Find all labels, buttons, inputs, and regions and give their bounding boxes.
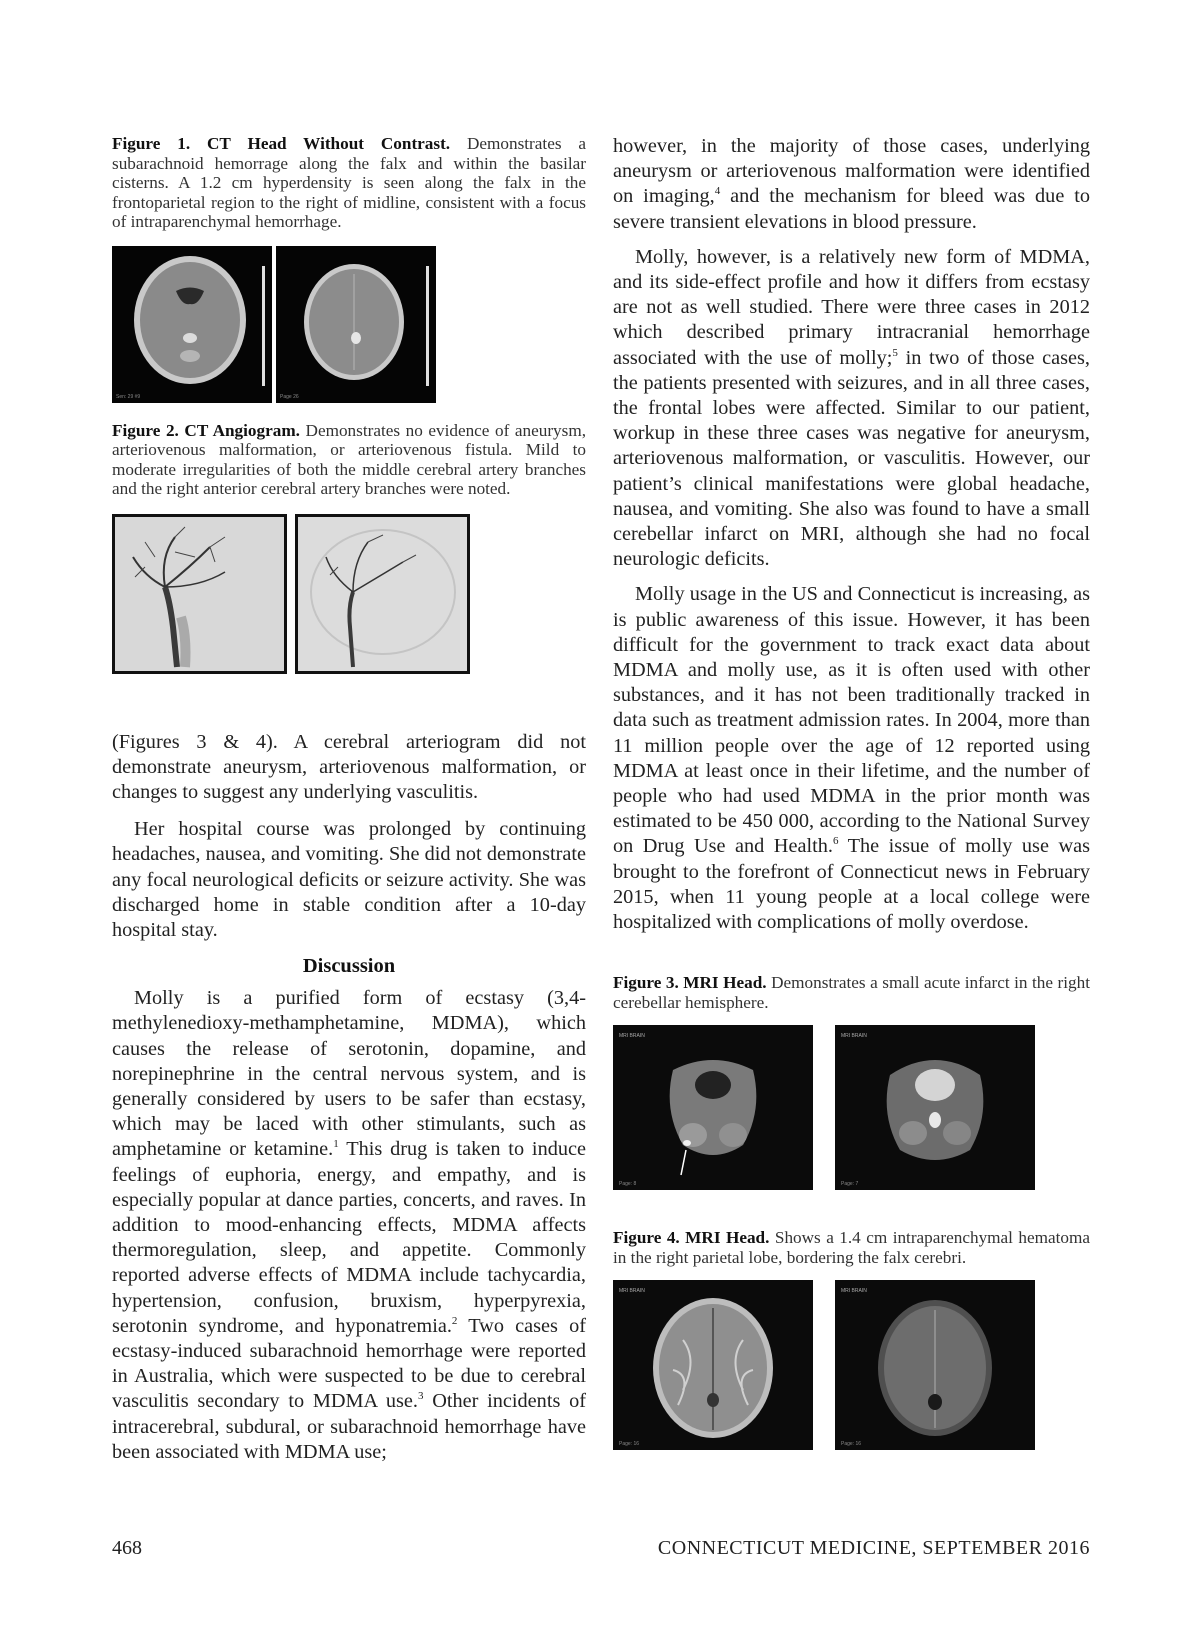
ct-image-1: [112, 246, 272, 403]
figure-1-images: [112, 246, 586, 403]
figure-3-label: Figure 3. MRI Head.: [613, 973, 767, 993]
figure-2-label: Figure 2. CT Angiogram.: [112, 420, 300, 440]
svg-text:MRI BRAIN: MRI BRAIN: [619, 1033, 645, 1040]
paragraph-figures-3-4: (Figures 3 & 4). A cerebral arteriogram did not demonstrate aneurysm, arteriovenous malformation, or changes to suggest any underlying vasculitis.: [112, 730, 586, 803]
paragraph-molly-new-form: Molly, however, is a relatively new form of MDMA, and its side-effect profile and how it differs from ecstasy are not as well studied. There were three cases in 2012 which described primary intracranial hemorrhage associated with the use of molly;$^5$ in two of those cases, the patients presented with seizures, and in all three cases, the frontal lobes were affected. Similar to our patient, workup in these three cases was negative for aneurysm, arteriovenous malformation, or vasculitis. However, our patient’s clinical manifestations were global headache, nausea, and vomiting. She also was found to have a small cerebellar infarct on MRI, although she had no focal neurologic deficits.: [613, 245, 1090, 571]
reference-1: 1: [333, 1138, 339, 1151]
journal-footer: CONNECTICUT MEDICINE, SEPTEMBER 2016: [657, 1537, 1090, 1559]
figure-3-caption: [613, 973, 1090, 1012]
discussion-heading: Discussion: [302, 955, 396, 978]
svg-text:Sen: 29 #9: Sen: 29 #9: [116, 393, 141, 400]
figure-2-images: [112, 514, 586, 674]
reference-6: 6: [832, 835, 839, 848]
svg-text:MRI BRAIN: MRI BRAIN: [619, 1288, 645, 1295]
figure-4-images: [613, 1280, 1090, 1450]
mri-image-1: [613, 1025, 813, 1190]
svg-text:Page: 7: Page: 7: [841, 1181, 859, 1188]
mri-image-4: [835, 1280, 1035, 1450]
angiogram-image-2: [295, 514, 470, 674]
paragraph-continued: however, in the majority of those cases, underlying aneurysm or arteriovenous malformation were identified on imaging,$^4$ and the mechanism for bleed was due to severe transient elevations in blood pressure.: [613, 135, 1090, 233]
reference-2: 2: [451, 1315, 458, 1327]
figure-3-images: [613, 1025, 1090, 1190]
paragraph-molly-usage: Molly usage in the US and Connecticut is increasing, as is public awareness of this issue. However, it has been difficult for the government to track exact data about MDMA and molly use, as it is often used with other substances, and it has not been traditionally tracked in data such as treatment admission rates. In 2004, more than 11 million people over the age of 12 reported using MDMA at least once in their lifetime, and the number of people who had used MDMA in the prior month was estimated to be 450 000, according to the National Survey on Drug Use and Health.$^6$ The issue of molly use was brought to the forefront of Connecticut news in February 2015, when 11 young people at a local college were hospitalized with complications of molly overdose.: [613, 583, 1090, 934]
reference-5: 5: [892, 346, 898, 359]
right-column: [613, 134, 1090, 1450]
angiogram-image-1: [112, 514, 287, 674]
figure-4-text: Shows a 1.4 cm intraparenchymal hematoma in the right parietal lobe, bordering the falx cerebri.: [613, 1228, 1090, 1267]
mri-image-2: [835, 1025, 1035, 1190]
ct-image-2: [276, 246, 436, 403]
reference-4: 4: [714, 185, 721, 198]
paragraph-hospital-course: Her hospital course was prolonged by continuing headaches, nausea, and vomiting. She did not demonstrate any focal neurological deficits or seizure activity. She was discharged home in stable condition after a 10-day hospital stay.: [112, 818, 586, 941]
page-number: 468: [112, 1537, 142, 1559]
svg-text:Page: 8: Page: 8: [619, 1181, 637, 1188]
svg-text:Page 26: Page 26: [280, 393, 299, 400]
figure-2-text: Demonstrates no evidence of aneurysm, arteriovenous malformation, or arteriovenous fistula. Mild to moderate irregularities of both the middle cerebral artery branches and the right anterior cerebral artery branches were noted.: [112, 420, 587, 498]
figure-2-caption: [112, 421, 586, 499]
figure-3-text: Demonstrates a small acute infarct in the right cerebellar hemisphere.: [613, 973, 1090, 1012]
figure-4-label: Figure 4. MRI Head.: [613, 1228, 770, 1248]
figure-1-label: Figure 1. CT Head Without Contrast.: [112, 134, 451, 153]
figure-4-caption: [613, 1228, 1090, 1267]
svg-text:MRI BRAIN: MRI BRAIN: [841, 1033, 867, 1040]
figure-1-caption: [112, 134, 586, 232]
mri-image-3: [613, 1280, 813, 1450]
figure-1-text: Demonstrates a subarachnoid hemorrage along the falx and within the basilar cisterns. A 1.2 cm hyperdensity is seen along the falx in the frontoparietal region to the right of midline, consistent with a focus of intraparenchymal hemorrhage.: [112, 134, 587, 231]
reference-3: 3: [417, 1390, 424, 1403]
paragraph-discussion-1: Molly is a purified form of ecstasy (3,4-methylenedioxy-methamphetamine, MDMA), which causes the release of serotonin, dopamine, and norepinephrine in the central nervous system, and is generally considered by users to be safer than ecstasy, which may be laced with other stimulants, such as amphetamine or ketamine.$^1$ This drug is taken to induce feelings of euphoria, energy, and empathy, and is especially popular at dance parties, concerts, and raves. In addition to mood-enhancing effects, MDMA affects thermoregulation, sleep, and appetite. Commonly reported adverse effects of MDMA include tachycardia, hypertension, confusion, bruxism, hyperpyrexia, serotonin syndrome, and hyponatremia.$^2$ Two cases of ecstasy-induced subarachnoid hemorrhage were reported in Australia, which were suspected to be due to cerebral vasculitis secondary to MDMA use.$^3$ Other incidents of intracerebral, subdural, or subarachnoid hemorrhage have been associated with MDMA use;: [112, 987, 586, 1463]
left-column: [112, 134, 586, 1465]
svg-text:MRI BRAIN: MRI BRAIN: [841, 1288, 867, 1295]
svg-text:Page: 16: Page: 16: [841, 1441, 862, 1448]
svg-text:Page: 16: Page: 16: [619, 1441, 640, 1448]
